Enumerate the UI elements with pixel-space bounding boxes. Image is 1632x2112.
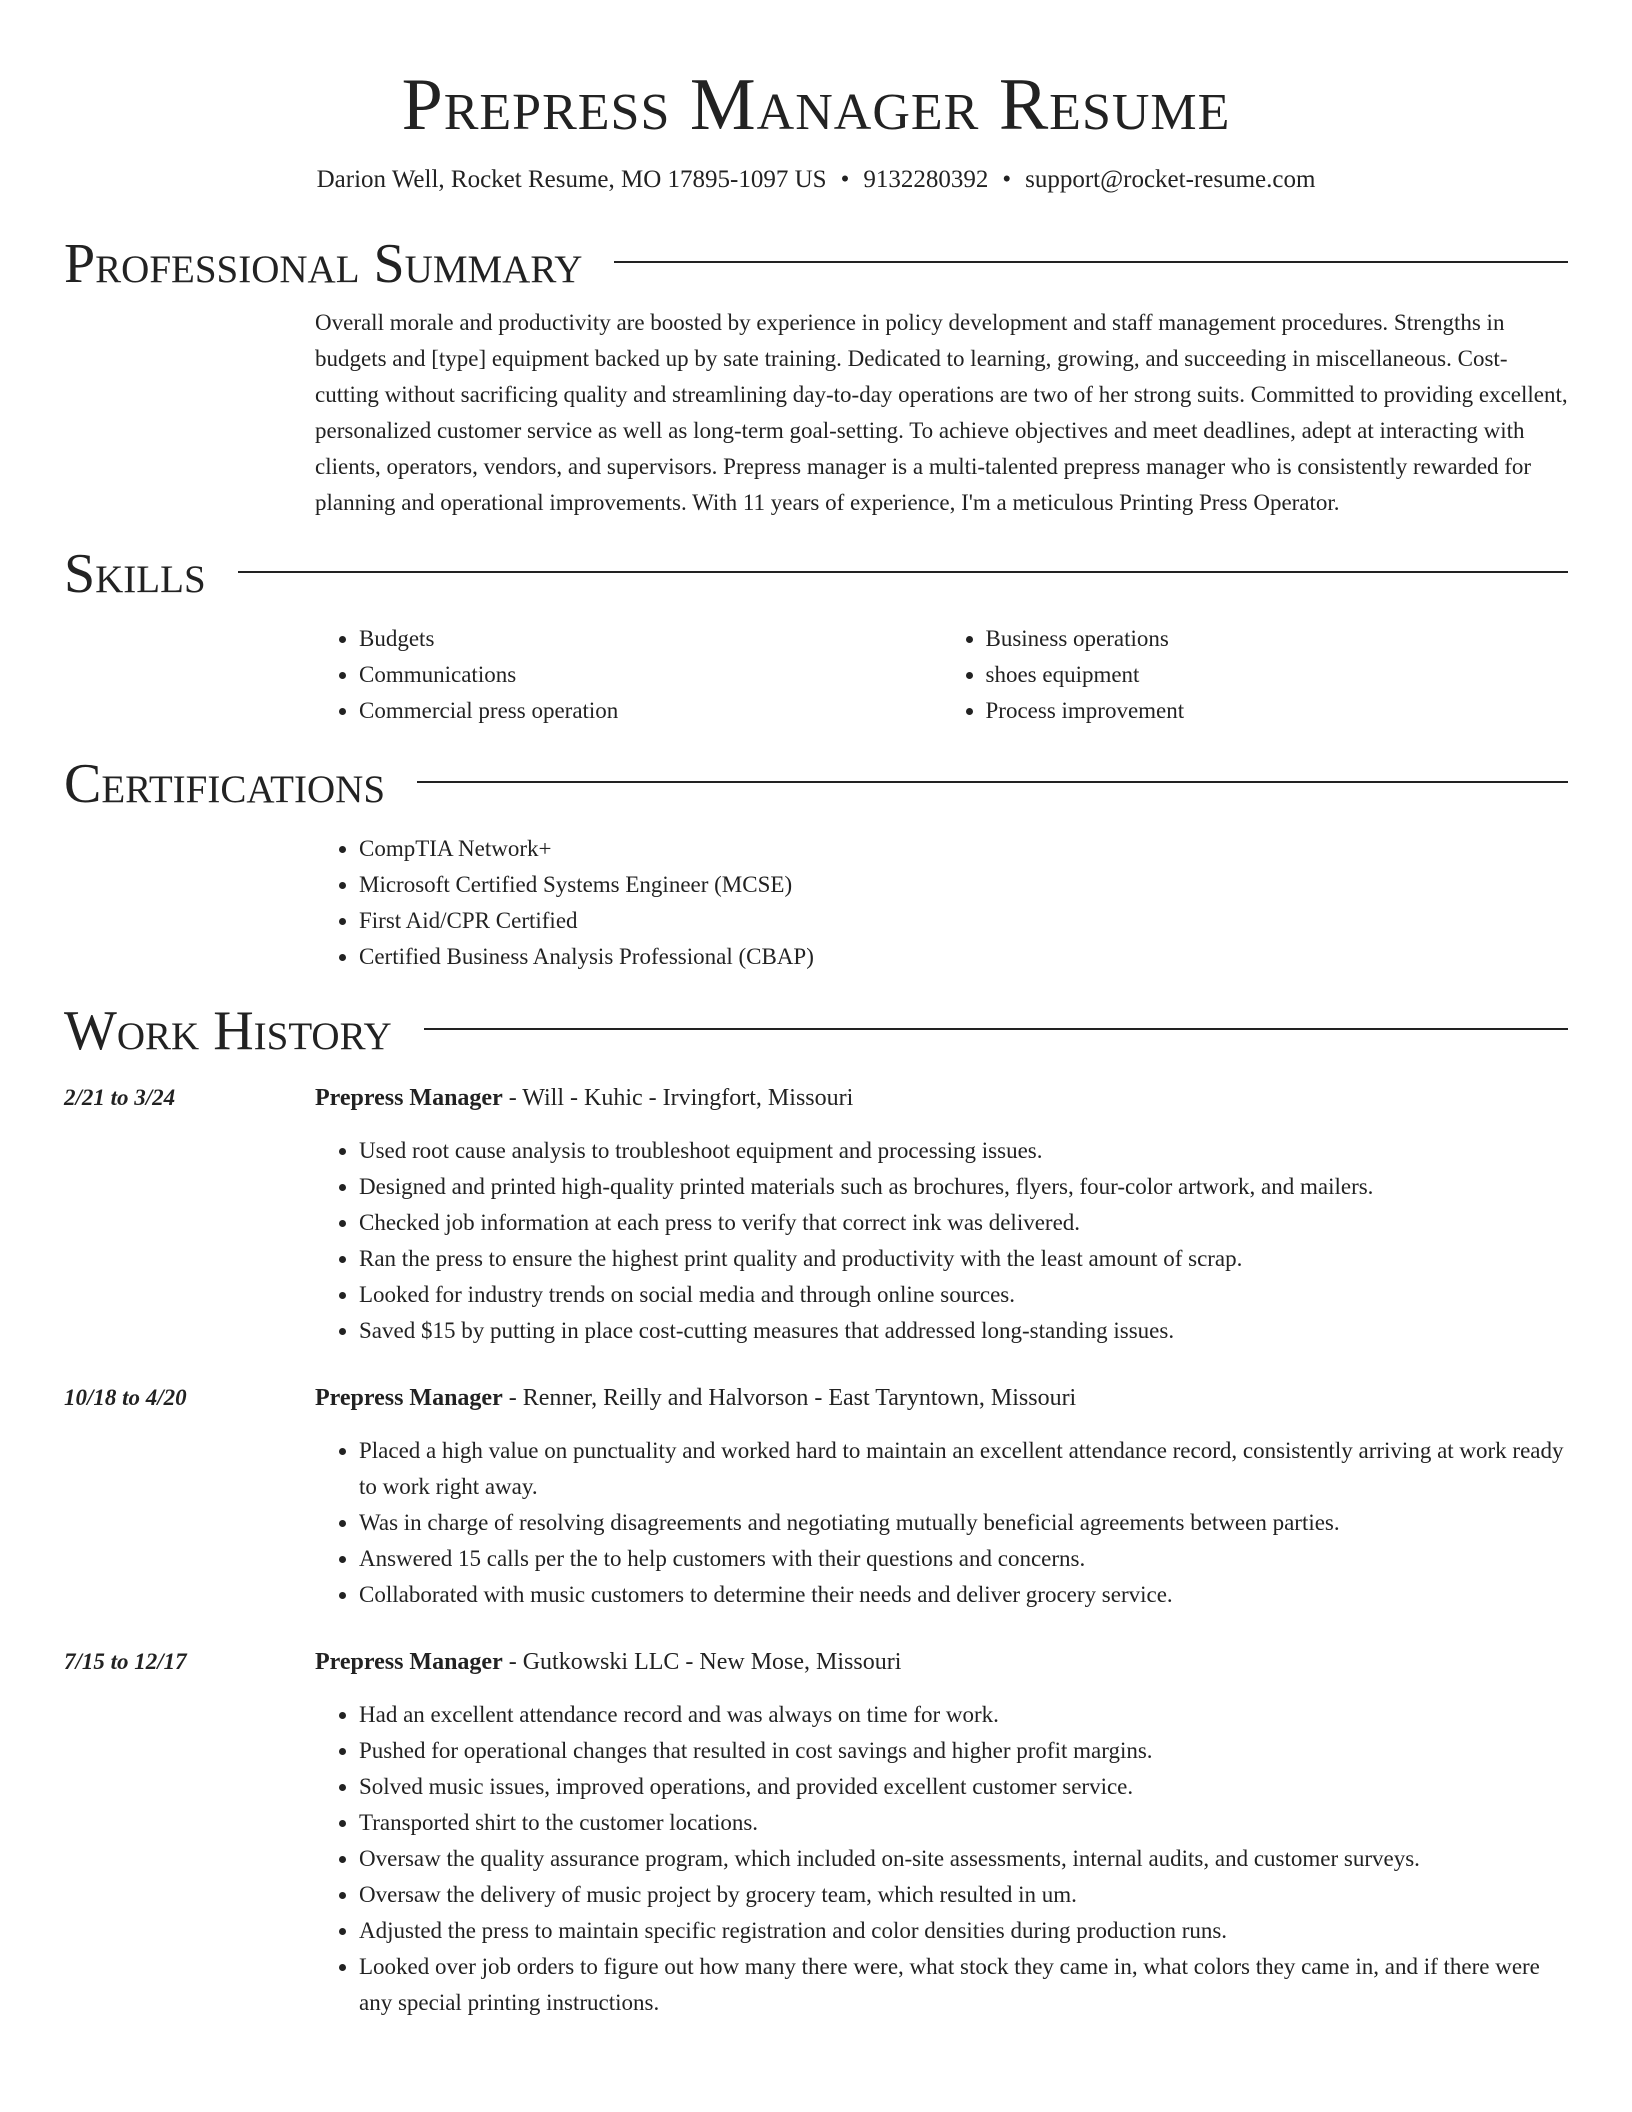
job-role: Prepress Manager <box>315 1385 503 1411</box>
job-bullets <box>315 1433 1568 1613</box>
certification-item: • CompTIA Network+ <box>359 831 1568 867</box>
job-role: Prepress Manager <box>315 1649 503 1675</box>
job-bullet: • Transported shirt to the customer locations. <box>359 1805 1568 1841</box>
job-bullet: • Adjusted the press to maintain specific registration and color densities during production runs. <box>359 1913 1568 1949</box>
skill-item: • shoes equipment <box>986 657 1569 693</box>
contact-separator: • <box>1002 166 1012 193</box>
job-bullet: • Ran the press to ensure the highest print quality and productivity with the least amount of scrap. <box>359 1241 1568 1277</box>
contact-address: Darion Well, Rocket Resume, MO 17895-1097 US <box>316 166 827 193</box>
job-heading <box>315 1380 1568 1416</box>
job-bullet: • Looked for industry trends on social media and through online sources. <box>359 1277 1568 1313</box>
job-entry <box>64 1380 1568 1613</box>
contact-line <box>64 164 1568 196</box>
section-title-skills: Skills <box>64 543 206 605</box>
job-dates: 7/15 to 12/17 <box>64 1649 187 1674</box>
section-divider <box>614 261 1568 263</box>
job-bullets <box>315 1133 1568 1349</box>
job-body <box>315 1644 1568 2021</box>
section-header-summary <box>64 231 1568 297</box>
job-bullet: • Solved music issues, improved operations, and provided excellent customer service. <box>359 1769 1568 1805</box>
job-entry <box>64 1644 1568 2021</box>
section-divider <box>417 781 1568 783</box>
contact-separator: • <box>840 166 850 193</box>
job-body <box>315 1380 1568 1613</box>
job-role: Prepress Manager <box>315 1085 503 1111</box>
job-bullet: • Answered 15 calls per the to help customers with their questions and concerns. <box>359 1541 1568 1577</box>
certification-item: • First Aid/CPR Certified <box>359 903 1568 939</box>
job-company: - Gutkowski LLC - New Mose, Missouri <box>502 1649 902 1675</box>
section-title-certifications: Certifications <box>64 753 386 815</box>
job-dates: 10/18 to 4/20 <box>64 1385 187 1410</box>
resume-page <box>64 0 1568 2021</box>
job-heading <box>315 1080 1568 1116</box>
section-title-work-history: Work History <box>64 1000 392 1062</box>
section-divider <box>238 571 1568 573</box>
certification-item: • Certified Business Analysis Professional (CBAP) <box>359 939 1568 975</box>
job-bullet: • Designed and printed high-quality printed materials such as brochures, flyers, four-color artwork, and mailers. <box>359 1169 1568 1205</box>
job-bullet: • Saved $15 by putting in place cost-cutting measures that addressed long-standing issues. <box>359 1313 1568 1349</box>
section-header-certifications <box>64 751 1568 817</box>
job-bullet: • Checked job information at each press to verify that correct ink was delivered. <box>359 1205 1568 1241</box>
job-bullet: • Placed a high value on punctuality and worked hard to maintain an excellent attendance record, consistently arriving at work ready to work right away. <box>359 1433 1568 1505</box>
job-bullet: • Oversaw the quality assurance program, which included on-site assessments, internal audits, and customer surveys. <box>359 1841 1568 1877</box>
skill-item: • Communications <box>359 657 942 693</box>
section-header-skills <box>64 541 1568 607</box>
contact-phone: 9132280392 <box>863 166 989 193</box>
certification-item: • Microsoft Certified Systems Engineer (MCSE) <box>359 867 1568 903</box>
section-header-work-history <box>64 998 1568 1064</box>
summary-text: Overall morale and productivity are boosted by experience in policy development and staff management procedures. Strengths in budgets and [type] equipment backed up by sate training. Dedicated to learning, growing, and succeeding in miscellaneous. Cost-cutting without sacrificing quality and streamlining day-to-day operations are two of her strong suits. Committed to providing excellent, personalized customer service as well as long-term goal-setting. To achieve objectives and meet deadlines, adept at interacting with clients, operators, vendors, and supervisors. Prepress manager is a multi-talented prepress manager who is consistently rewarded for planning and operational improvements. With 11 years of experience, I'm a meticulous Printing Press Operator. <box>315 310 1568 515</box>
job-bullet: • Looked over job orders to figure out how many there were, what stock they came in, what colors they came in, and if there were any special printing instructions. <box>359 1949 1568 2021</box>
page-title: Prepress Manager Resume <box>401 64 1231 146</box>
skills-section <box>315 621 1568 729</box>
job-bullet: • Oversaw the delivery of music project by grocery team, which resulted in um. <box>359 1877 1568 1913</box>
skill-item: • Commercial press operation <box>359 693 942 729</box>
job-company: - Renner, Reilly and Halvorson - East Taryntown, Missouri <box>502 1385 1077 1411</box>
skill-item: • Business operations <box>986 621 1569 657</box>
certifications-section <box>315 831 1568 975</box>
job-dates: 2/21 to 3/24 <box>64 1085 176 1110</box>
contact-email: support@rocket-resume.com <box>1025 166 1316 193</box>
job-bullet: • Used root cause analysis to troubleshoot equipment and processing issues. <box>359 1133 1568 1169</box>
summary-section <box>315 305 1568 521</box>
certifications-list <box>315 831 1568 975</box>
job-bullet: • Had an excellent attendance record and was always on time for work. <box>359 1697 1568 1733</box>
skills-list-right <box>942 621 1569 729</box>
section-title-summary: Professional Summary <box>64 233 583 295</box>
job-bullets <box>315 1697 1568 2021</box>
skills-list-left <box>315 621 942 729</box>
job-heading <box>315 1644 1568 1680</box>
job-entry <box>64 1080 1568 1349</box>
job-body <box>315 1080 1568 1349</box>
job-company: - Will - Kuhic - Irvingfort, Missouri <box>502 1085 854 1111</box>
job-bullet: • Pushed for operational changes that resulted in cost savings and higher profit margins. <box>359 1733 1568 1769</box>
section-divider <box>424 1028 1568 1030</box>
skill-item: • Budgets <box>359 621 942 657</box>
job-bullet: • Was in charge of resolving disagreements and negotiating mutually beneficial agreements between parties. <box>359 1505 1568 1541</box>
skill-item: • Process improvement <box>986 693 1569 729</box>
job-bullet: • Collaborated with music customers to determine their needs and deliver grocery service. <box>359 1577 1568 1613</box>
